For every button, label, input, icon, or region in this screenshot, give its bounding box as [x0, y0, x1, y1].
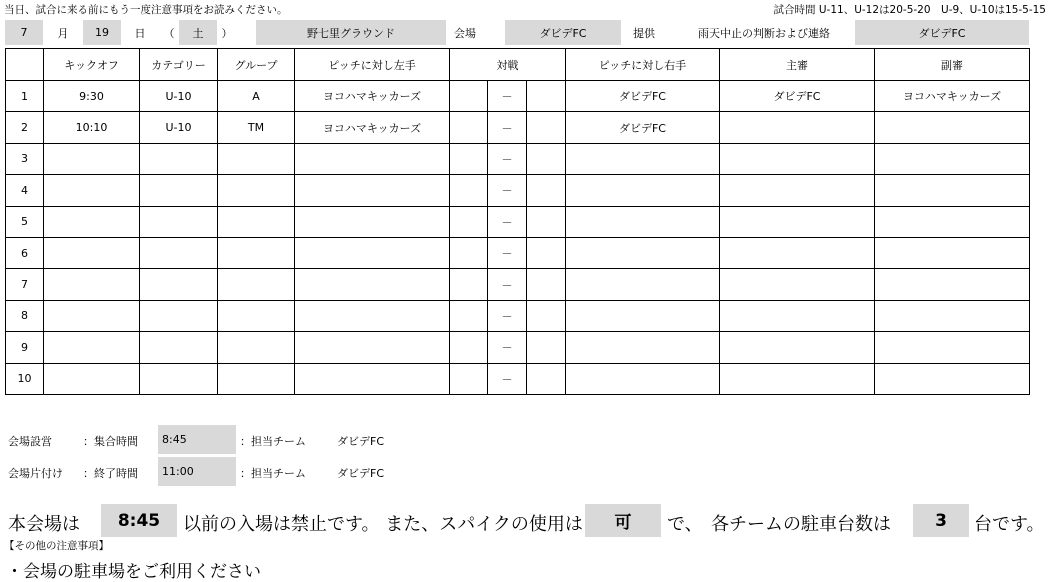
rules-text-4: 各チームの駐車台数は: [711, 514, 891, 535]
setup-team-label: ：担当チーム: [240, 435, 306, 448]
weekday-value: 土: [179, 20, 217, 45]
other-notes-item: ・会場の駐車場をご利用ください: [6, 562, 261, 582]
header-no: [6, 49, 44, 81]
row-kickoff: [44, 300, 140, 331]
row-referee: [720, 332, 875, 363]
row-kickoff: [44, 206, 140, 237]
row-no: 7: [6, 269, 44, 300]
row-score-left: [450, 112, 488, 143]
parking-count: 3: [913, 504, 969, 537]
row-group: TM: [218, 112, 295, 143]
table-row: [6, 300, 1030, 331]
row-score-right: [527, 175, 566, 206]
provider-team: ダビデFC: [505, 20, 621, 45]
table-row: [6, 269, 1030, 300]
rules-text-5: 台です。: [974, 514, 1045, 535]
row-score-right: [527, 363, 566, 394]
row-kickoff: [44, 269, 140, 300]
row-score-left: [450, 363, 488, 394]
row-score-left: [450, 175, 488, 206]
row-left-team: ヨコハマキッカーズ: [295, 81, 450, 112]
schedule-table: [5, 48, 1030, 395]
table-row: [6, 112, 1030, 143]
month-value: 7: [5, 20, 43, 45]
row-category: [140, 269, 218, 300]
row-assistant: ヨコハマキッカーズ: [875, 81, 1030, 112]
row-assistant: [875, 143, 1030, 174]
row-assistant: [875, 300, 1030, 331]
row-right-team: [566, 143, 720, 174]
row-no: 8: [6, 300, 44, 331]
rules-text-2: 以前の入場は禁止です。 また、スパイクの使用は: [183, 514, 583, 535]
row-score-left: [450, 237, 488, 268]
row-right-team: [566, 332, 720, 363]
row-left-team: [295, 175, 450, 206]
row-score-right: [527, 269, 566, 300]
row-score-right: [527, 206, 566, 237]
row-dash: －: [488, 112, 527, 143]
row-assistant: [875, 175, 1030, 206]
cleanup-time: 11:00: [158, 457, 236, 486]
row-kickoff: [44, 332, 140, 363]
row-score-right: [527, 237, 566, 268]
row-left-team: [295, 363, 450, 394]
row-kickoff: 9:30: [44, 81, 140, 112]
row-category: [140, 206, 218, 237]
row-referee: [720, 175, 875, 206]
row-right-team: [566, 363, 720, 394]
row-no: 9: [6, 332, 44, 363]
venue-name: 野七里グラウンド: [256, 20, 446, 45]
row-left-team: ヨコハマキッカーズ: [295, 112, 450, 143]
row-category: [140, 175, 218, 206]
venue-label: 会場: [454, 26, 476, 40]
rules-text-3: で、: [667, 514, 703, 535]
row-no: 6: [6, 237, 44, 268]
row-assistant: [875, 206, 1030, 237]
row-dash: －: [488, 269, 527, 300]
row-left-team: [295, 300, 450, 331]
row-category: [140, 143, 218, 174]
row-referee: [720, 269, 875, 300]
row-right-team: [566, 300, 720, 331]
row-group: A: [218, 81, 295, 112]
provider-label: 提供: [633, 26, 655, 40]
row-right-team: [566, 269, 720, 300]
spikes-allowed: 可: [585, 504, 661, 537]
row-dash: －: [488, 81, 527, 112]
row-dash: －: [488, 143, 527, 174]
header-right-team: ピッチに対し右手: [566, 49, 720, 81]
row-dash: －: [488, 237, 527, 268]
row-referee: [720, 237, 875, 268]
row-kickoff: [44, 175, 140, 206]
row-referee: [720, 206, 875, 237]
row-kickoff: [44, 363, 140, 394]
header-assistant: 副審: [875, 49, 1030, 81]
row-category: U-10: [140, 81, 218, 112]
entry-time: 8:45: [101, 504, 177, 537]
header-kickoff: キックオフ: [44, 49, 140, 81]
table-row: [6, 175, 1030, 206]
table-row: [6, 81, 1030, 112]
row-score-right: [527, 112, 566, 143]
rules-text-1: 本会場は: [8, 514, 80, 535]
row-kickoff: [44, 237, 140, 268]
cleanup-time-label: ：終了時間: [83, 467, 138, 480]
row-dash: －: [488, 332, 527, 363]
row-score-left: [450, 332, 488, 363]
row-score-right: [527, 332, 566, 363]
row-no: 10: [6, 363, 44, 394]
row-category: [140, 300, 218, 331]
row-kickoff: [44, 143, 140, 174]
row-right-team: [566, 237, 720, 268]
row-dash: －: [488, 300, 527, 331]
table-row: [6, 332, 1030, 363]
cleanup-team: ダビデFC: [337, 467, 385, 480]
row-right-team: ダビデFC: [566, 112, 720, 143]
day-value: 19: [83, 20, 121, 45]
table-row: [6, 206, 1030, 237]
paren-close: ）: [221, 26, 233, 40]
row-score-left: [450, 206, 488, 237]
setup-team: ダビデFC: [337, 435, 385, 448]
row-score-left: [450, 81, 488, 112]
row-dash: －: [488, 363, 527, 394]
rain-decision-label: 雨天中止の判断および連絡: [698, 26, 830, 40]
row-dash: －: [488, 175, 527, 206]
header-category: カテゴリー: [140, 49, 218, 81]
paren-open: （: [163, 26, 175, 40]
row-left-team: [295, 332, 450, 363]
row-kickoff: 10:10: [44, 112, 140, 143]
day-unit: 日: [134, 26, 146, 40]
row-group: [218, 175, 295, 206]
match-times-text: 試合時間 U-11、U-12は20-5-20 U-9、U-10は15-5-15: [773, 4, 1046, 16]
row-score-left: [450, 300, 488, 331]
row-no: 5: [6, 206, 44, 237]
row-left-team: [295, 143, 450, 174]
row-score-right: [527, 81, 566, 112]
row-assistant: [875, 363, 1030, 394]
row-group: [218, 206, 295, 237]
row-referee: [720, 112, 875, 143]
row-group: [218, 237, 295, 268]
row-assistant: [875, 237, 1030, 268]
table-header-row: [6, 49, 1030, 81]
header-group: グループ: [218, 49, 295, 81]
row-assistant: [875, 269, 1030, 300]
header-left-team: ピッチに対し左手: [295, 49, 450, 81]
row-right-team: ダビデFC: [566, 81, 720, 112]
row-category: U-10: [140, 112, 218, 143]
row-no: 3: [6, 143, 44, 174]
row-right-team: [566, 175, 720, 206]
rain-contact-team: ダビデFC: [855, 20, 1029, 45]
row-dash: －: [488, 206, 527, 237]
row-assistant: [875, 112, 1030, 143]
row-group: [218, 143, 295, 174]
setup-label: 会場設営: [8, 435, 52, 448]
header-referee: 主審: [720, 49, 875, 81]
row-left-team: [295, 206, 450, 237]
setup-time-label: ：集合時間: [83, 435, 138, 448]
row-left-team: [295, 237, 450, 268]
table-row: [6, 143, 1030, 174]
row-right-team: [566, 206, 720, 237]
row-score-left: [450, 143, 488, 174]
row-referee: [720, 143, 875, 174]
row-no: 1: [6, 81, 44, 112]
cleanup-team-label: ：担当チーム: [240, 467, 306, 480]
setup-time: 8:45: [158, 425, 236, 454]
row-score-right: [527, 143, 566, 174]
row-category: [140, 237, 218, 268]
row-assistant: [875, 332, 1030, 363]
row-group: [218, 363, 295, 394]
other-notes-heading: 【その他の注意事項】: [4, 540, 109, 552]
month-unit: 月: [57, 26, 69, 40]
notice-text: 当日、試合に来る前にもう一度注意事項をお読みください。: [4, 4, 288, 16]
table-row: [6, 363, 1030, 394]
row-category: [140, 363, 218, 394]
cleanup-label: 会場片付け: [8, 467, 63, 480]
row-score-right: [527, 300, 566, 331]
row-referee: ダビデFC: [720, 81, 875, 112]
header-match: 対戦: [450, 49, 566, 81]
row-group: [218, 300, 295, 331]
row-referee: [720, 363, 875, 394]
row-referee: [720, 300, 875, 331]
row-group: [218, 332, 295, 363]
row-score-left: [450, 269, 488, 300]
row-no: 4: [6, 175, 44, 206]
row-category: [140, 332, 218, 363]
row-no: 2: [6, 112, 44, 143]
row-left-team: [295, 269, 450, 300]
table-row: [6, 237, 1030, 268]
row-group: [218, 269, 295, 300]
